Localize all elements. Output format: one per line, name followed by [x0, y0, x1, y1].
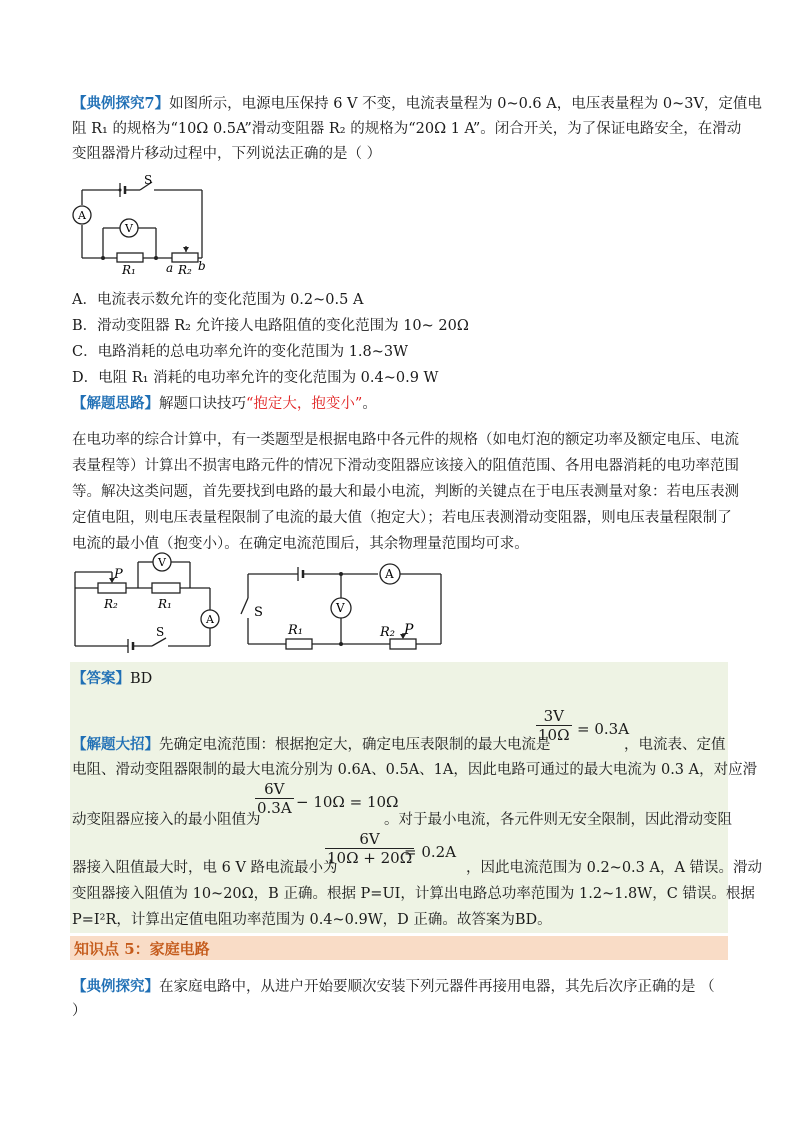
- solution-line-3-end: 。对于最小电流，各元件则无安全限制，因此滑动变阻: [384, 812, 732, 828]
- r2-label: R₂: [380, 625, 395, 640]
- approach-tag: 【解题思路】: [72, 395, 159, 412]
- r2-label: R₂: [178, 263, 192, 277]
- option-a: A．电流表示数允许的变化范围为 0.2~0.5 A: [72, 292, 364, 308]
- solution-line-6: P=I²R，计算出定值电阻功率范围为 0.4~0.9W，D 正确。故答案为BD。: [72, 912, 552, 928]
- fraction-min-current-result: = 0.2A: [404, 843, 457, 861]
- paragraph-line-1: 在电功率的综合计算中，有一类题型是根据电路中各元件的规格（如电灯泡的额定功率及额定电压、电流: [72, 432, 739, 448]
- switch-label: S: [144, 173, 153, 187]
- approach-highlight: “抱定大，抱变小”: [246, 396, 363, 412]
- next-question-tag: 【典例探究】: [72, 978, 159, 995]
- solution-line-2: 电阻、滑动变阻器限制的最大电流分别为 0.6A、0.5A、1A，因此电路可通过的最大电流为 0.3 A，对应滑: [72, 762, 758, 778]
- section-title: 知识点 5：家庭电路: [74, 940, 210, 958]
- answer-tag: 【答案】: [72, 670, 130, 687]
- p-label: P: [114, 567, 123, 582]
- approach-line: 【解题思路】解题口诀技巧“抱定大，抱变小”。: [72, 395, 377, 412]
- solution-line-5: 变阻器接入阻值为 10~20Ω，B 正确。根据 P=UI，计算出电路总功率范围为 1.2~1.8W，C 错误。根据: [72, 886, 755, 902]
- paragraph-line-4: 定值电阻，则电压表量程限制了电流的最大值（抱定大）；若电压表测滑动变阻器，则电压表量程限制了: [72, 510, 732, 526]
- q7-line-2: 阻 R₁ 的规格为“10Ω 0.5A”滑动变阻器 R₂ 的规格为“20Ω 1 A”。闭合开关，为了保证电路安全，在滑动: [72, 121, 742, 137]
- fraction-min-resistance: 6V 0.3A: [257, 780, 292, 817]
- b-label: b: [198, 259, 206, 273]
- answer-value: BD: [130, 671, 153, 687]
- solution-tag: 【解题大招】: [72, 736, 159, 753]
- fraction-max-current-result: = 0.3A: [577, 720, 630, 738]
- next-question-line-2: ）: [72, 1003, 87, 1019]
- ammeter-label: A: [385, 567, 394, 581]
- next-question-line-1: 【典例探究】在家庭电路中，从进户开始要顺次安装下列元器件再接用电器，其先后次序正确的是 （: [72, 978, 715, 995]
- r1-label: R₁: [158, 597, 172, 611]
- fraction-max-current: 3V 10Ω: [538, 707, 570, 744]
- ammeter-label: A: [78, 209, 86, 222]
- option-d: D．电阻 R₁ 消耗的电功率允许的变化范围为 0.4~0.9 W: [72, 370, 439, 386]
- paragraph-line-3: 等。解决这类问题，首先要找到电路的最大和最小电流，判断的关键点在于电压表测量对象：若电压表测: [72, 484, 739, 500]
- a-label: a: [166, 261, 174, 275]
- ammeter-label: A: [206, 613, 214, 626]
- solution-line-4: 器接入阻值最大时，电 6 V 路电流最小为: [72, 860, 338, 876]
- p-label: P: [404, 622, 414, 638]
- circuit-diagram-1: [72, 172, 222, 277]
- switch-label: S: [156, 625, 165, 639]
- q7-tag: 【典例探究7】: [72, 95, 170, 112]
- r1-label: R₁: [122, 263, 136, 277]
- option-c: C．电路消耗的总电功率允许的变化范围为 1.8~3W: [72, 344, 409, 360]
- circuit-diagram-2: [70, 550, 230, 655]
- circuit-diagram-3: [238, 556, 448, 656]
- q7-line-3: 变阻器滑片移动过程中，下列说法正确的是（ ）: [72, 146, 382, 162]
- fraction-min-resistance-result: − 10Ω = 10Ω: [296, 793, 399, 811]
- option-b: B．滑动变阻器 R₂ 允许接人电路阻值的变化范围为 10~ 20Ω: [72, 318, 469, 334]
- r1-label: R₁: [288, 623, 303, 638]
- q7-line-1: 【典例探究7】如图所示，电源电压保持 6 V 不变，电流表量程为 0~0.6 A，电压表量程为 0~3V，定值电: [72, 95, 762, 112]
- voltmeter-label: V: [336, 601, 345, 615]
- paragraph-line-5: 电流的最小值（抱变小）。在确定电流范围后，其余物理量范围均可求。: [72, 536, 529, 552]
- fraction-min-current: 6V 10Ω + 20Ω: [327, 830, 413, 867]
- switch-label: S: [254, 605, 263, 620]
- r2-label: R₂: [104, 597, 118, 611]
- solution-line-4-end: ，因此电流范围为 0.2~0.3 A，A 错误。滑动: [466, 860, 763, 876]
- solution-line-1: 【解题大招】先确定电流范围：根据抱定大，确定电压表限制的最大电流是: [72, 736, 551, 753]
- solution-line-3: 动变阻器应接入的最小阻值为: [72, 812, 261, 828]
- voltmeter-label: V: [158, 556, 166, 569]
- answer-line: [72, 669, 152, 689]
- paragraph-line-2: 表量程等）计算出不损害电路元件的情况下滑动变阻器应该接入的阻值范围、各用电器消耗的电功率范围: [72, 458, 739, 474]
- solution-line-1-end: ，电流表、定值: [624, 737, 726, 753]
- voltmeter-label: V: [125, 222, 133, 235]
